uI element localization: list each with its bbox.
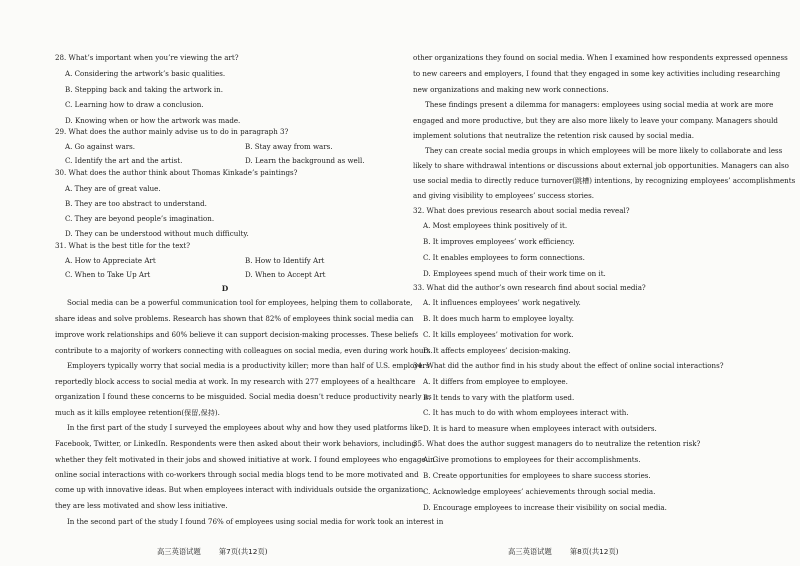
passage-line: improve work relationships and 60% believe it can support decision-making processes. These beliefs — [55, 330, 419, 339]
footer-page-number: 第8页(共12页) — [569, 547, 619, 556]
passage-line: and giving visibility to employees’ success stories. — [413, 191, 595, 200]
option-d: D. They can be understood without much difficulty. — [65, 229, 249, 238]
question-stem: 33. What did the author’s own research find about social media? — [413, 283, 646, 292]
question-stem: 31. What is the best title for the text? — [55, 241, 191, 250]
footer-title: 高三英语试题 — [157, 547, 201, 556]
option-a: A. Give promotions to employees for their accomplishments. — [423, 455, 641, 464]
passage-line: contribute to a majority of workers connecting with colleagues on social media, even during work hours. — [55, 346, 433, 355]
option-b: B. They are too abstract to understand. — [65, 199, 207, 208]
option-d: D. Encourage employees to increase their visibility on social media. — [423, 503, 667, 512]
option-a: A. They are of great value. — [65, 184, 161, 193]
option-d: D. Employees spend much of their work time on it. — [423, 269, 606, 278]
option-b: B. Stepping back and taking the artwork in. — [65, 85, 223, 94]
passage-line: organization I found these concerns to be misguided. Social media doesn’t reduce productivity nearly as — [55, 392, 432, 401]
option-c: C. When to Take Up Art — [65, 270, 151, 279]
passage-line: implement solutions that neutralize the retention risk caused by social media. — [413, 131, 694, 140]
option-a: A. Go against wars. — [65, 142, 135, 151]
option-a: A. Most employees think positively of it. — [423, 221, 568, 230]
option-c: C. Identify the art and the artist. — [65, 156, 183, 165]
option-b: B. It does much harm to employee loyalty. — [423, 314, 575, 323]
left-page — [55, 0, 444, 566]
option-b: B. It improves employees’ work efficiency. — [423, 237, 575, 246]
option-b: B. How to Identify Art — [245, 256, 325, 265]
passage-line: they are less motivated and show less initiative. — [55, 501, 228, 510]
question-stem: 34. What did the author find in his study about the effect of online social interactions? — [413, 361, 724, 370]
option-d: D. Knowing when or how the artwork was made. — [65, 116, 241, 125]
option-a: A. How to Appreciate Art — [65, 256, 156, 265]
passage-line: engaged and more productive, but they are also more likely to leave your company. Managers should — [413, 116, 778, 125]
passage-line: much as it kills employee retention(保留,保持). — [55, 408, 220, 417]
option-b: B. It tends to vary with the platform used. — [423, 393, 575, 402]
option-c: C. It enables employees to form connections. — [423, 253, 585, 262]
page-footer — [157, 547, 268, 557]
option-d: D. It affects employees’ decision-making. — [423, 346, 571, 355]
option-d: D. Learn the background as well. — [245, 156, 365, 165]
passage-line: new organizations and making new work connections. — [413, 85, 609, 94]
option-b: B. Stay away from wars. — [245, 142, 333, 151]
footer-page-number: 第7页(共12页) — [218, 547, 268, 556]
passage-line: likely to share withdrawal intentions or discussions about external job opportunities. Managers can also — [413, 161, 789, 170]
passage-line: online social interactions with co-workers through social media blogs tend to be more motivated and — [55, 470, 419, 479]
question-stem: 35. What does the author suggest managers do to neutralize the retention risk? — [413, 439, 701, 448]
question-stem: 32. What does previous research about social media reveal? — [413, 206, 630, 215]
passage-line: come up with innovative ideas. But when employees interact with individuals outside the organization, — [55, 485, 426, 494]
option-c: C. It has much to do with whom employees interact with. — [423, 408, 629, 417]
option-c: C. They are beyond people’s imagination. — [65, 214, 215, 223]
option-b: B. Create opportunities for employees to share success stories. — [423, 471, 651, 480]
right-page — [413, 0, 796, 566]
passage-line: Employers typically worry that social media is a productivity killer; more than half of U.S. employers — [67, 361, 430, 370]
passage-line: Social media can be a powerful communication tool for employees, helping them to collaborate, — [67, 298, 413, 307]
passage-line: share ideas and solve problems. Research has shown that 82% of employees think social media can — [55, 314, 414, 323]
passage-line: reportedly block access to social media at work. In my research with 277 employees of a healthcare — [55, 377, 416, 386]
passage-line: In the second part of the study I found 76% of employees using social media for work took an interest in — [67, 517, 444, 526]
question-stem: 28. What’s important when you’re viewing the art? — [55, 53, 239, 62]
option-c: C. It kills employees’ motivation for work. — [423, 330, 574, 339]
passage-line: They can create social media groups in which employees will be more likely to collaborate and less — [425, 146, 783, 155]
option-a: A. It differs from employee to employee. — [423, 377, 568, 386]
question-stem: 30. What does the author think about Thomas Kinkade’s paintings? — [55, 168, 298, 177]
option-a: A. It influences employees’ work negatively. — [423, 298, 581, 307]
question-stem: 29. What does the author mainly advise us to do in paragraph 3? — [55, 127, 289, 136]
passage-line: These findings present a dilemma for managers: employees using social media at work are more — [425, 100, 774, 109]
option-a: A. Considering the artwork’s basic qualities. — [65, 69, 226, 78]
passage-line: Facebook, Twitter, or LinkedIn. Respondents were then asked about their work behaviors, including — [55, 439, 417, 448]
option-d: D. When to Accept Art — [245, 270, 326, 279]
passage-line: use social media to directly reduce turnover(跳槽) intentions, by recognizing employees’ accomplishments — [413, 176, 796, 185]
footer-title: 高三英语试题 — [508, 547, 552, 556]
option-d: D. It is hard to measure when employees interact with outsiders. — [423, 424, 657, 433]
option-c: C. Acknowledge employees’ achievements through social media. — [423, 487, 656, 496]
passage-line: to new careers and employers, I found that they engaged in some key activities including researching — [413, 69, 781, 78]
page-footer — [508, 547, 619, 557]
passage-line: other organizations they found on social media. When I examined how respondents expressed openness — [413, 53, 788, 62]
passage-line: whether they felt motivated in their jobs and showed initiative at work. I found employees who engage in — [55, 455, 435, 464]
passage-label: D — [221, 284, 229, 293]
option-c: C. Learning how to draw a conclusion. — [65, 100, 204, 109]
passage-line: In the first part of the study I surveyed the employees about why and how they used platforms like — [67, 423, 423, 432]
